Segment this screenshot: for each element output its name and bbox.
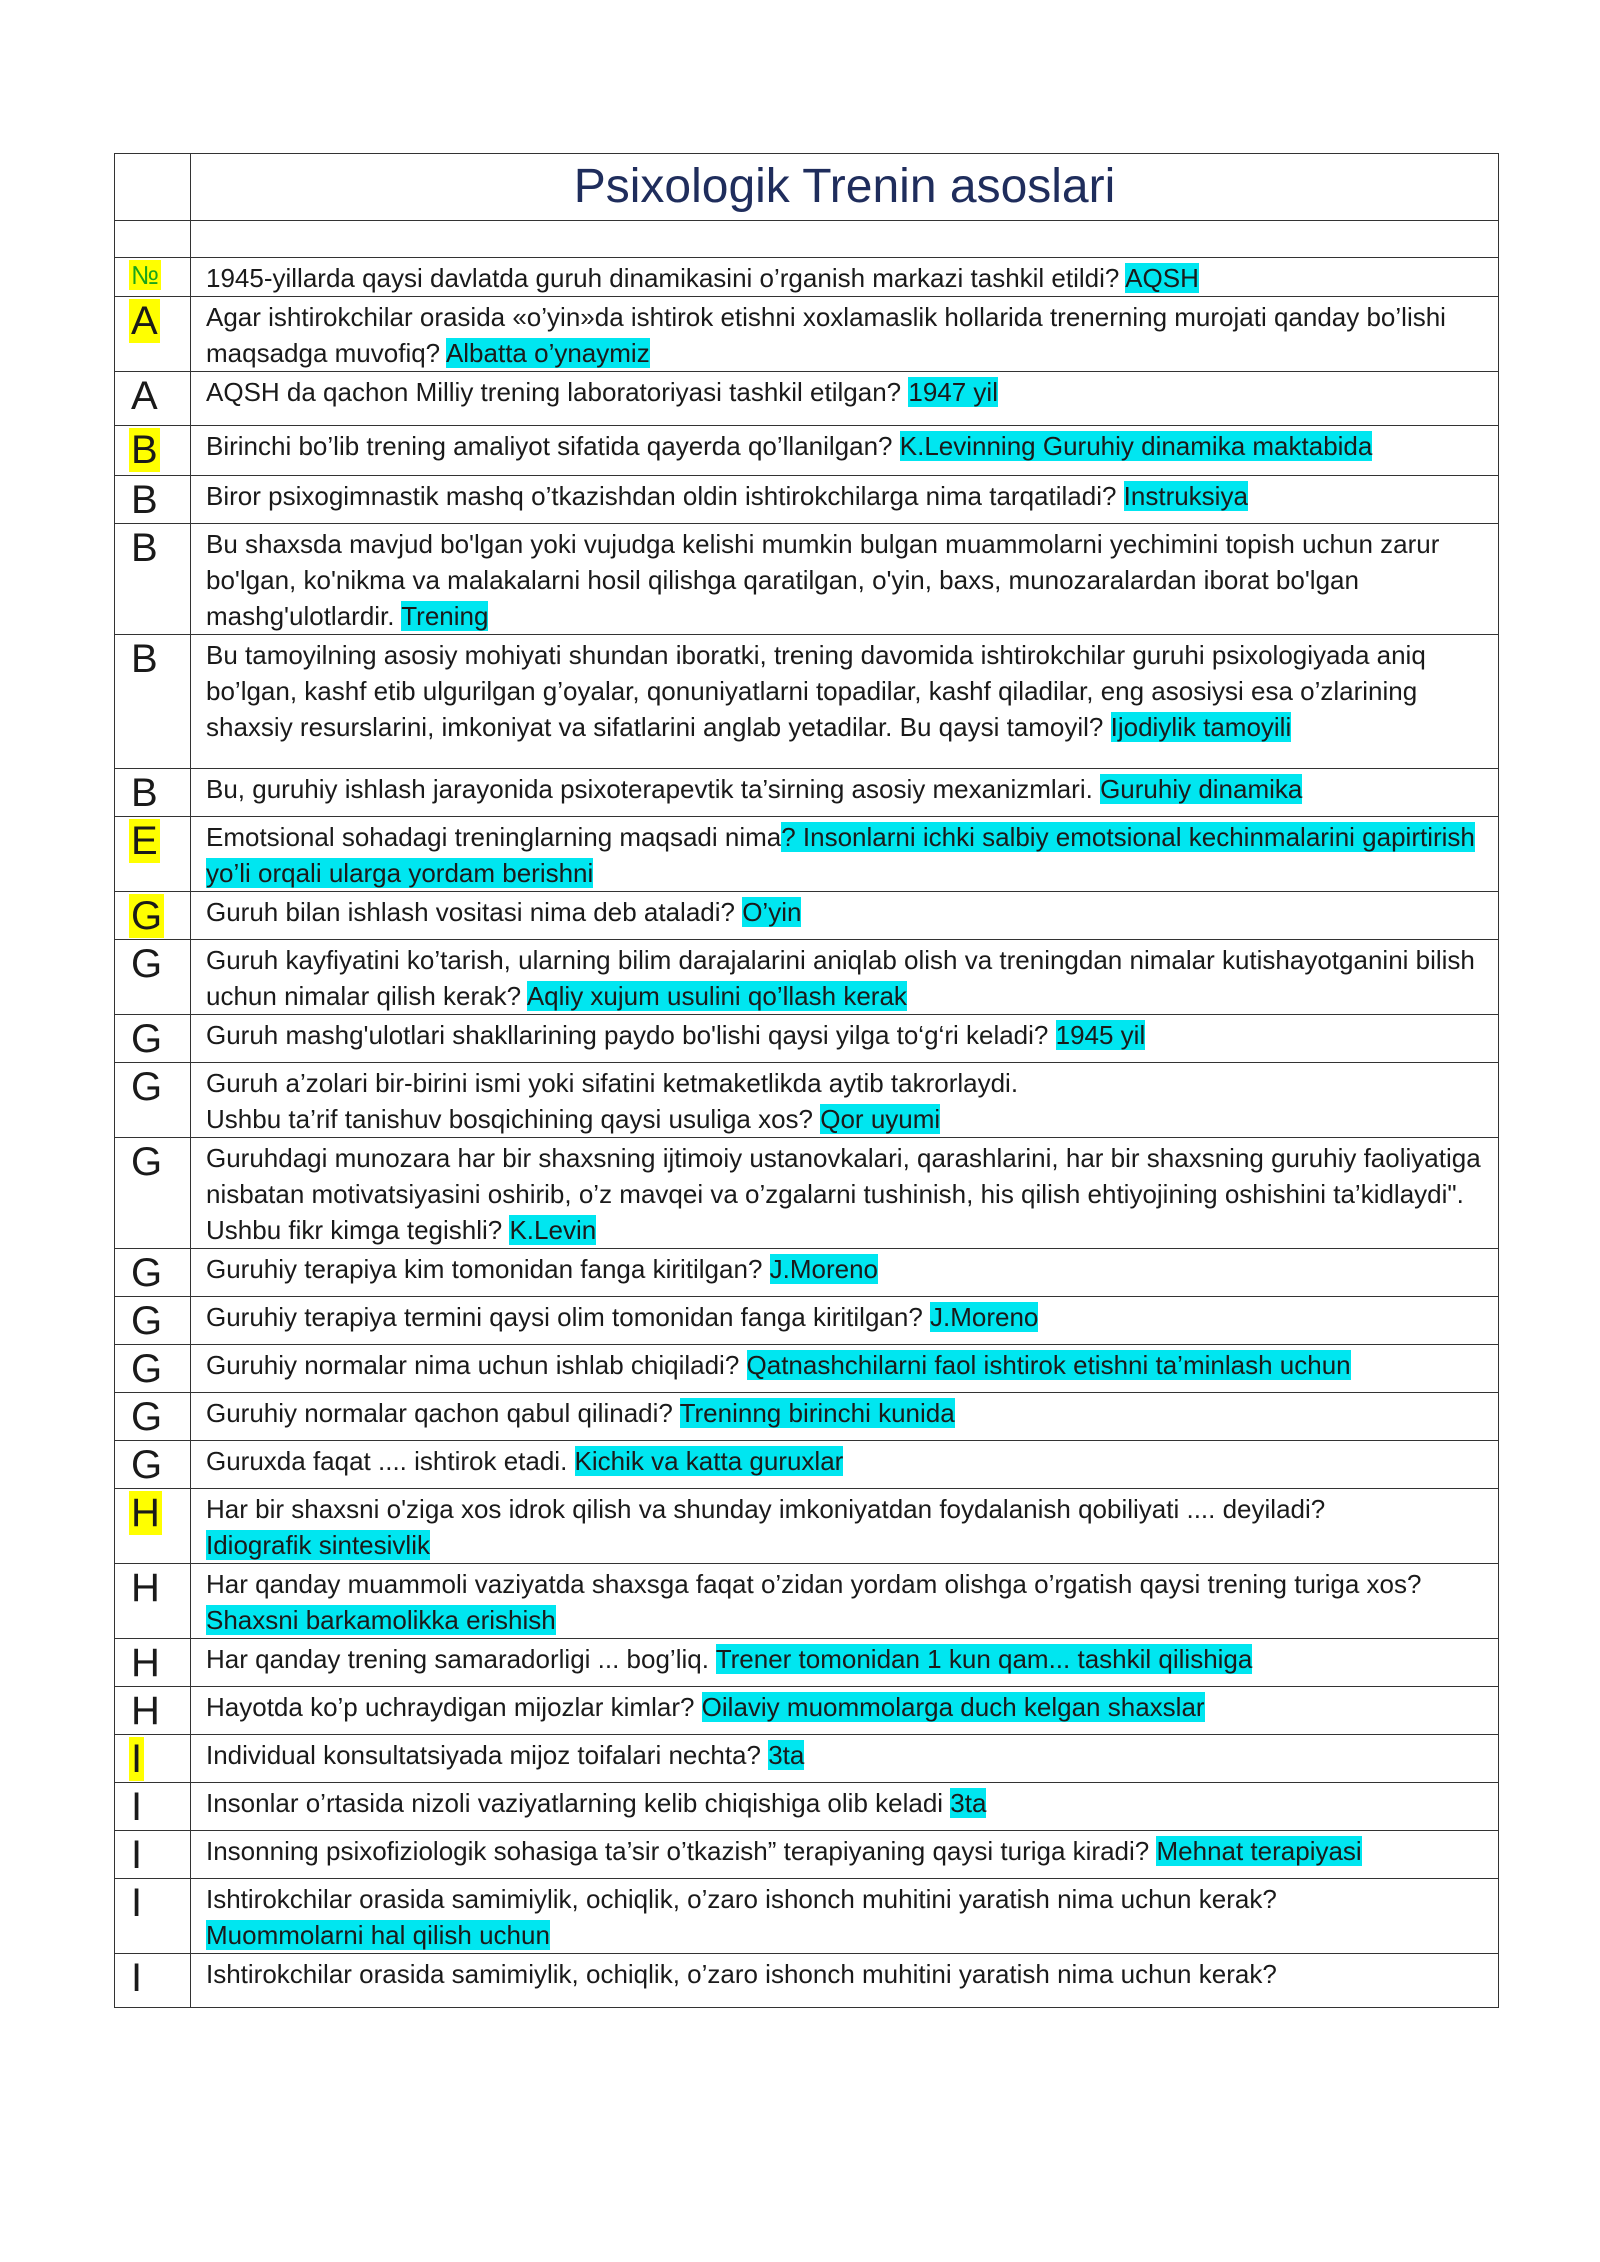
question-text: 1945-yillarda qaysi davlatda guruh dinamikasini o’rganish markazi tashkil etildi? (206, 263, 1126, 293)
answer-highlight: AQSH (1125, 263, 1199, 293)
letter-label: A (131, 299, 158, 343)
question-cell (191, 1954, 1499, 2008)
letter-cell (115, 1441, 191, 1489)
letter-cell (115, 1879, 191, 1954)
question-text: Ishtirokchilar orasida samimiylik, ochiqlik, o’zaro ishonch muhitini yaratish nima uchun kerak? (206, 1959, 1277, 1989)
answer-highlight: Qatnashchilarni faol ishtirok etishni ta’minlash uchun (746, 1350, 1351, 1380)
letter-cell (115, 1639, 191, 1687)
answer-highlight: Guruhiy dinamika (1100, 774, 1303, 804)
table-row (115, 769, 1499, 817)
question-cell (191, 817, 1499, 892)
letter-label: G (131, 1017, 163, 1061)
question-cell (191, 1783, 1499, 1831)
letter-label: G (131, 1443, 163, 1487)
question-text: Insonlar o’rtasida nizoli vaziyatlarning kelib chiqishiga olib keladi (206, 1788, 951, 1818)
letter-cell (115, 769, 191, 817)
table-row (115, 1783, 1499, 1831)
table-row (115, 1639, 1499, 1687)
letter-label: G (131, 1299, 163, 1343)
letter-cell (115, 1297, 191, 1345)
table-row (115, 1735, 1499, 1783)
question-cell (191, 372, 1499, 426)
letter-cell (115, 297, 191, 372)
table-row (115, 1297, 1499, 1345)
question-text: Guruhiy terapiya termini qaysi olim tomonidan fanga kiritilgan? (206, 1302, 931, 1332)
table-row (115, 372, 1499, 426)
question-text: Har qanday muammoli vaziyatda shaxsga faqat o’zidan yordam olishga o’rgatish qaysi trening turiga xos? (206, 1569, 1422, 1599)
question-text: Guruhiy terapiya kim tomonidan fanga kiritilgan? (206, 1254, 770, 1284)
answer-highlight: 1947 yil (908, 377, 998, 407)
question-text: Agar ishtirokchilar orasida «o’yin»da ishtirok etishni xoxlamaslik hollarida trenerning murojati qanday bo’lishi maqsadga muvofiq? (206, 302, 1446, 368)
answer-highlight: Treninng birinchi kunida (679, 1398, 955, 1428)
answer-highlight: O’yin (742, 897, 802, 927)
letter-label: H (131, 1566, 160, 1610)
question-cell (191, 1441, 1499, 1489)
question-cell (191, 635, 1499, 769)
table-row (115, 426, 1499, 476)
question-cell (191, 1879, 1499, 1954)
answer-highlight: K.Levinning Guruhiy dinamika maktabida (899, 431, 1373, 461)
question-text: Emotsional sohadagi treninglarning maqsadi nima (206, 822, 782, 852)
question-cell (191, 1297, 1499, 1345)
table-row (115, 1138, 1499, 1249)
question-text: Ishtirokchilar orasida samimiylik, ochiqlik, o’zaro ishonch muhitini yaratish nima uchun kerak? (206, 1884, 1277, 1914)
letter-cell (115, 1954, 191, 2008)
table-row (115, 1441, 1499, 1489)
question-cell (191, 1831, 1499, 1879)
question-text: Biror psixogimnastik mashq o’tkazishdan oldin ishtirokchilarga nima tarqatiladi? (206, 481, 1124, 511)
letter-label: B (131, 478, 158, 522)
question-text: Guruhdagi munozara har bir shaxsning ijtimoiy ustanovkalari, qarashlarini, har bir shaxsning guruhiy faoliyatiga nisbatan motivatsiyasini oshirib, o’z mavqei va o’zgalarni tushinish, his qilish ehtiyojining oshishini ta’kidlaydi". Ushbu fikr kimga tegishli? (206, 1143, 1481, 1245)
letter-label: G (131, 1395, 163, 1439)
answer-highlight: 3ta (768, 1740, 805, 1770)
table-row (115, 1954, 1499, 2008)
blank-row (115, 221, 1499, 258)
letter-cell (115, 1831, 191, 1879)
letter-cell (115, 1393, 191, 1441)
table-row (115, 817, 1499, 892)
answer-highlight: ? Insonlarni ichki salbiy emotsional kechinmalarini gapirtirish yo’li orqali ularga yordam berishni (206, 822, 1475, 888)
letter-cell (115, 1735, 191, 1783)
answer-highlight: Trener tomonidan 1 kun qam... tashkil qilishiga (715, 1644, 1253, 1674)
title-row (115, 154, 1499, 221)
question-cell (191, 1063, 1499, 1138)
answer-highlight: J.Moreno (930, 1302, 1039, 1332)
question-cell (191, 769, 1499, 817)
letter-cell (115, 892, 191, 940)
question-text: Guruh kayfiyatini ko’tarish, ularning bilim darajalarini aniqlab olish va treningdan nimalar kutishayotganini bilish uchun nimalar qilish kerak? (206, 945, 1475, 1011)
answer-highlight: Oilaviy muommolarga duch kelgan shaxslar (701, 1692, 1205, 1722)
letter-label: B (131, 637, 158, 681)
letter-cell (115, 635, 191, 769)
answer-highlight: Shaxsni barkamolikka erishish (206, 1605, 556, 1635)
answer-highlight: Instruksiya (1123, 481, 1248, 511)
question-text: Hayotda ko’p uchraydigan mijozlar kimlar? (206, 1692, 702, 1722)
answer-highlight: Kichik va katta guruxlar (574, 1446, 844, 1476)
letter-cell (115, 524, 191, 635)
table-row (115, 1345, 1499, 1393)
letter-cell (115, 940, 191, 1015)
question-cell (191, 940, 1499, 1015)
question-text: Birinchi bo’lib trening amaliyot sifatida qayerda qo’llanilgan? (206, 431, 900, 461)
letter-cell (115, 1138, 191, 1249)
question-cell (191, 1249, 1499, 1297)
letter-cell (115, 817, 191, 892)
question-text: Guruhiy normalar qachon qabul qilinadi? (206, 1398, 680, 1428)
answer-highlight: J.Moreno (769, 1254, 879, 1284)
table-row (115, 635, 1499, 769)
table-row (115, 892, 1499, 940)
letter-label: G (131, 1065, 163, 1109)
letter-label: A (131, 374, 158, 418)
answer-highlight: 3ta (950, 1788, 987, 1818)
answer-highlight: 1945 yil (1055, 1020, 1146, 1050)
answer-highlight: Idiografik sintesivlik (206, 1530, 430, 1560)
question-text: AQSH da qachon Milliy trening laboratoriyasi tashkil etilgan? (206, 377, 909, 407)
question-cell (191, 297, 1499, 372)
table-row (115, 1564, 1499, 1639)
question-text: Guruh mashg'ulotlari shakllarining paydo bo'lishi qaysi yilga to‘g‘ri keladi? (206, 1020, 1056, 1050)
answer-highlight: Qor uyumi (820, 1104, 941, 1134)
letter-label: I (131, 1737, 143, 1781)
letter-cell (115, 1063, 191, 1138)
question-cell (191, 1687, 1499, 1735)
letter-label: G (131, 942, 163, 986)
table-row (115, 1063, 1499, 1138)
question-cell (191, 892, 1499, 940)
letter-cell (115, 372, 191, 426)
table-row (115, 258, 1499, 297)
letter-label: G (131, 1347, 163, 1391)
question-cell (191, 1639, 1499, 1687)
letter-cell (115, 258, 191, 297)
letter-cell (115, 1015, 191, 1063)
table-row (115, 1879, 1499, 1954)
answer-highlight: K.Levin (509, 1215, 597, 1245)
table-row (115, 1249, 1499, 1297)
question-cell (191, 1015, 1499, 1063)
question-cell (191, 1564, 1499, 1639)
letter-cell (115, 476, 191, 524)
question-text: Individual konsultatsiyada mijoz toifalari nechta? (206, 1740, 769, 1770)
letter-cell (115, 1783, 191, 1831)
question-text: Guruhiy normalar nima uchun ishlab chiqiladi? (206, 1350, 747, 1380)
answer-highlight: Aqliy xujum usulini qo’llash kerak (526, 981, 907, 1011)
table-row (115, 940, 1499, 1015)
table-row (115, 524, 1499, 635)
table-row (115, 1393, 1499, 1441)
question-text: Insonning psixofiziologik sohasiga ta’sir o’tkazish” terapiyaning qaysi turiga kiradi? (206, 1836, 1157, 1866)
letter-cell (115, 1249, 191, 1297)
table-row (115, 1489, 1499, 1564)
letter-cell (115, 426, 191, 476)
table-row (115, 1831, 1499, 1879)
question-text: Bu shaxsda mavjud bo'lgan yoki vujudga kelishi mumkin bulgan muammolarni yechimini topish uchun zarur bo'lgan, ko'nikma va malakalarni hosil qilishga qaratilgan, o'yin, baxs, munozaralardan iborat bo'lgan mashg'ulotlardir. (206, 529, 1440, 631)
table-row (115, 1687, 1499, 1735)
answer-highlight: Mehnat terapiyasi (1156, 1836, 1362, 1866)
question-text: Guruh a’zolari bir-birini ismi yoki sifatini ketmaketlikda aytib takrorlaydi. Ushbu ta’rif tanishuv bosqichining qaysi usuliga xos? (206, 1068, 1019, 1134)
question-cell (191, 1735, 1499, 1783)
answer-highlight: Muommolarni hal qilish uchun (206, 1920, 550, 1950)
question-text: Guruxda faqat .... ishtirok etadi. (206, 1446, 575, 1476)
question-text: Har qanday trening samaradorligi ... bog’liq. (206, 1644, 716, 1674)
page-title: Psixologik Trenin asoslari (191, 154, 1499, 221)
number-sign: № (131, 260, 159, 290)
letter-label: I (131, 1956, 143, 2000)
letter-label: I (131, 1881, 143, 1925)
question-cell (191, 1393, 1499, 1441)
letter-label: H (131, 1641, 160, 1685)
letter-label: I (131, 1785, 143, 1829)
letter-label: B (131, 428, 158, 472)
answer-highlight: Trening (401, 601, 489, 631)
answer-highlight: Albatta o’ynaymiz (445, 338, 650, 368)
question-cell (191, 476, 1499, 524)
table-row (115, 476, 1499, 524)
answer-highlight: Ijodiylik tamoyili (1110, 712, 1292, 742)
question-text: Guruh bilan ishlash vositasi nima deb ataladi? (206, 897, 743, 927)
questions-table (114, 153, 1499, 2008)
letter-cell (115, 1489, 191, 1564)
letter-label: H (131, 1491, 160, 1535)
letter-cell (115, 1345, 191, 1393)
letter-label: G (131, 1251, 163, 1295)
question-cell (191, 258, 1499, 297)
question-cell (191, 426, 1499, 476)
letter-label: H (131, 1689, 160, 1733)
letter-label: G (131, 894, 163, 938)
question-cell (191, 1138, 1499, 1249)
table-row (115, 297, 1499, 372)
question-text: Har bir shaxsni o'ziga xos idrok qilish va shunday imkoniyatdan foydalanish qobiliyati .... deyiladi? (206, 1494, 1326, 1524)
letter-cell (115, 1564, 191, 1639)
question-cell (191, 1345, 1499, 1393)
letter-label: G (131, 1140, 163, 1184)
letter-cell (115, 1687, 191, 1735)
table-row (115, 1015, 1499, 1063)
letter-label: E (131, 819, 158, 863)
letter-label: B (131, 526, 158, 570)
question-text: Bu, guruhiy ishlash jarayonida psixoterapevtik ta’sirning asosiy mexanizmlari. (206, 774, 1101, 804)
question-cell (191, 1489, 1499, 1564)
question-cell (191, 524, 1499, 635)
corner-cell (115, 154, 191, 221)
question-text: Bu tamoyilning asosiy mohiyati shundan iboratki, trening davomida ishtirokchilar guruhi psixologiyada aniq bo’lgan, kashf etib ulgurilgan g’oyalar, qonuniyatlarni topadilar, kashf qiladilar, eng asosiysi esa o’zlarining shaxsiy resurslarini, imkoniyat va sifatlarini anglab yetadilar. Bu qaysi tamoyil? (206, 640, 1426, 742)
letter-label: B (131, 771, 158, 815)
letter-label: I (131, 1833, 143, 1877)
